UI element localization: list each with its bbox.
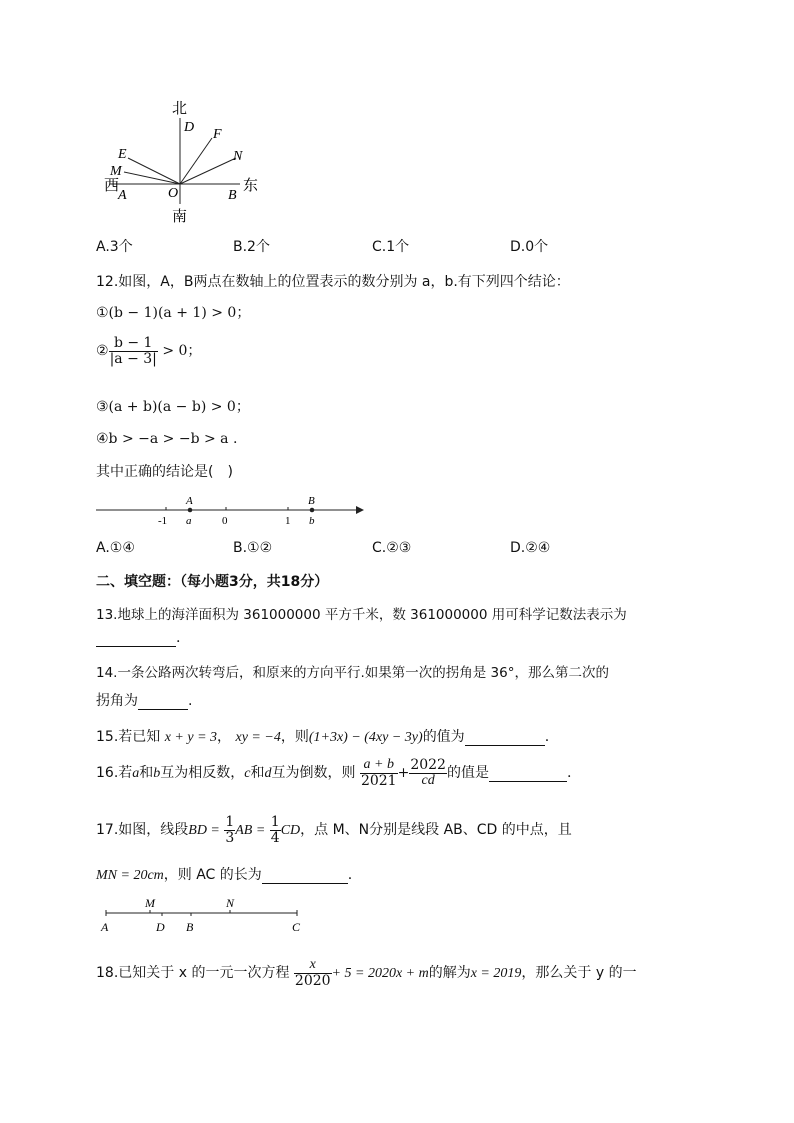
q12-conclusion-2 — [96, 336, 201, 366]
point-o-label: O — [168, 186, 179, 201]
section-heading-fill-in: 二、填空题：（每小题3分，共18分） — [96, 574, 329, 590]
q18-tail: ，那么关于 y 的一 — [521, 965, 637, 982]
nl-label-B: B — [308, 495, 315, 507]
q12-question: 其中正确的结论是( ) — [96, 464, 233, 480]
q12-c2-mark: ② — [96, 343, 109, 360]
q16-var-a: a — [132, 766, 140, 782]
q18-f-num: x — [294, 958, 332, 974]
q16-fraction-2 — [409, 758, 447, 788]
east-label: 东 — [243, 176, 259, 194]
q16-f2-den: cd — [421, 772, 435, 788]
ray-oe — [128, 158, 180, 184]
q15-sep: ， — [217, 729, 232, 745]
q17-line2-text: ，则 AC 的长为 — [163, 867, 262, 883]
nl-label-a: a — [186, 515, 192, 527]
number-line-diagram — [94, 494, 366, 530]
q15-expr-1: x + y = 3 — [164, 730, 218, 745]
q13-answer-blank — [96, 630, 176, 647]
q16-t3: 和 — [250, 765, 265, 782]
q16-plus: + — [397, 765, 410, 782]
q17-answer-blank — [262, 867, 348, 884]
q13-line1: 13.地球上的海洋面积为 361000000 平方千米，数 361000000 用可科学记数法表示为 — [96, 607, 627, 623]
q12-stem: 12.如图，A，B两点在数轴上的位置表示的数分别为 a，b.有下列四个结论： — [96, 274, 570, 290]
q12-c2-fraction — [109, 336, 158, 366]
q12-option-a: A.①④ — [96, 540, 135, 556]
q18-equation: + 5 = 2020x + m — [331, 966, 429, 982]
q14-line2 — [96, 690, 192, 710]
q17-f2-num: 1 — [270, 814, 280, 830]
q18-f-den: 2020 — [294, 972, 331, 989]
q11-option-b: B.2个 — [233, 239, 270, 255]
seg-label-c: C — [292, 920, 301, 934]
q17-pre: 17.如图，线段 — [96, 822, 189, 839]
q16-f1-num: a + b — [360, 758, 398, 774]
q13-tail: . — [176, 630, 181, 646]
q12-c2-tail: > 0； — [162, 343, 202, 360]
seg-label-d: D — [156, 920, 165, 934]
point-e-label: E — [118, 147, 127, 162]
point-a-dot — [188, 508, 193, 513]
q11-option-a: A.3个 — [96, 239, 133, 255]
q12-conclusion-4: ④b > −a > −b > a . — [96, 431, 238, 447]
q15-answer-blank — [465, 729, 545, 746]
q14-answer-blank — [138, 693, 188, 710]
q16-var-d: d — [264, 766, 272, 782]
q12-conclusion-1: ①(b − 1)(a + 1) > 0； — [96, 305, 251, 321]
ray-om — [124, 172, 180, 184]
point-d-label: D — [184, 120, 195, 135]
seg-label-m: M — [145, 896, 155, 910]
q17-fraction-1 — [224, 815, 235, 845]
q17-fraction-2 — [270, 815, 281, 845]
q16-f1-den: 2021 — [360, 772, 397, 789]
ray-on — [180, 158, 236, 184]
segment-diagram — [98, 896, 308, 936]
seg-label-a: A — [101, 920, 109, 934]
nl-tick-label-minus-1: -1 — [158, 515, 168, 527]
q12-option-c: C.②③ — [372, 540, 412, 556]
nl-tick-label-1: 1 — [285, 515, 291, 527]
q12-conclusion-3: ③(a + b)(a − b) > 0； — [96, 399, 250, 415]
south-label: 南 — [172, 207, 188, 225]
q17-bd: BD = — [188, 823, 220, 839]
q15-expr-2: xy = −4 — [235, 730, 281, 745]
q11-option-d: D.0个 — [510, 239, 549, 255]
q17-f2-den: 4 — [270, 829, 280, 846]
compass-diagram — [100, 96, 270, 226]
q16-t2: 互为相反数， — [160, 765, 245, 782]
q17-ab: AB = — [235, 823, 266, 839]
q12-c2-denominator: |a − 3| — [109, 350, 157, 367]
q18-fraction — [294, 958, 332, 988]
q16-fraction-1 — [360, 758, 398, 788]
nl-tick-label-0: 0 — [222, 515, 228, 527]
q14-tail: . — [188, 693, 193, 709]
q16-post: 的值是 — [446, 765, 489, 782]
q16-var-b: b — [153, 766, 161, 782]
q17-f1-den: 3 — [225, 829, 235, 846]
point-b-dot — [310, 508, 315, 513]
point-m-label: M — [110, 164, 122, 179]
q18-solution: x = 2019 — [470, 966, 522, 982]
q17-cd: CD — [280, 823, 301, 839]
q15-expr-3: (1+3x) − (4xy − 3y) — [308, 730, 423, 745]
q18-pre: 18.已知关于 x 的一元一次方程 — [96, 965, 290, 982]
q17-f1-num: 1 — [225, 814, 235, 830]
seg-label-b: B — [186, 920, 194, 934]
q15-tail: . — [544, 729, 550, 745]
q11-option-c: C.1个 — [372, 239, 410, 255]
q15-pre: 15.若已知 — [96, 729, 161, 745]
q17-mn: MN = 20cm — [96, 868, 164, 883]
q17-line2 — [96, 864, 352, 884]
number-line-arrow — [356, 506, 364, 514]
q15-line — [96, 726, 549, 746]
west-label: 西 — [104, 176, 120, 194]
q16-answer-blank — [489, 765, 567, 782]
q15-post: 的值为 — [422, 729, 465, 745]
q15-mid: ，则 — [280, 729, 309, 745]
q17-line1 — [96, 815, 572, 845]
nl-label-b: b — [309, 515, 315, 527]
q16-t1: 和 — [139, 765, 154, 782]
q12-c2-numerator: b − 1 — [109, 336, 158, 352]
point-f-label: F — [213, 127, 222, 142]
point-b-label: B — [228, 188, 237, 203]
point-n-label: N — [233, 149, 243, 164]
q16-t4: 互为倒数，则 — [271, 765, 356, 782]
seg-label-n: N — [226, 896, 235, 910]
q17-mid: ，点 M、N分别是线段 AB、CD 的中点，且 — [300, 822, 572, 839]
q14-line1: 14.一条公路两次转弯后，和原来的方向平行.如果第一次的拐角是 36°，那么第二次的 — [96, 665, 609, 681]
q16-line — [96, 758, 571, 788]
q12-option-b: B.①② — [233, 540, 273, 556]
q14-line2-text: 拐角为 — [96, 693, 138, 709]
q18-post: 的解为 — [428, 965, 471, 982]
north-label: 北 — [172, 99, 188, 117]
q16-pre: 16.若 — [96, 765, 133, 782]
q16-tail: . — [566, 765, 572, 782]
q16-var-c: c — [244, 766, 251, 782]
point-a-label: A — [118, 188, 127, 203]
q16-f2-num: 2022 — [410, 757, 446, 773]
q12-option-d: D.②④ — [510, 540, 551, 556]
nl-label-A: A — [186, 495, 193, 507]
q18-line — [96, 958, 637, 988]
q17-tail: . — [347, 867, 353, 883]
q13-line2 — [96, 630, 180, 647]
